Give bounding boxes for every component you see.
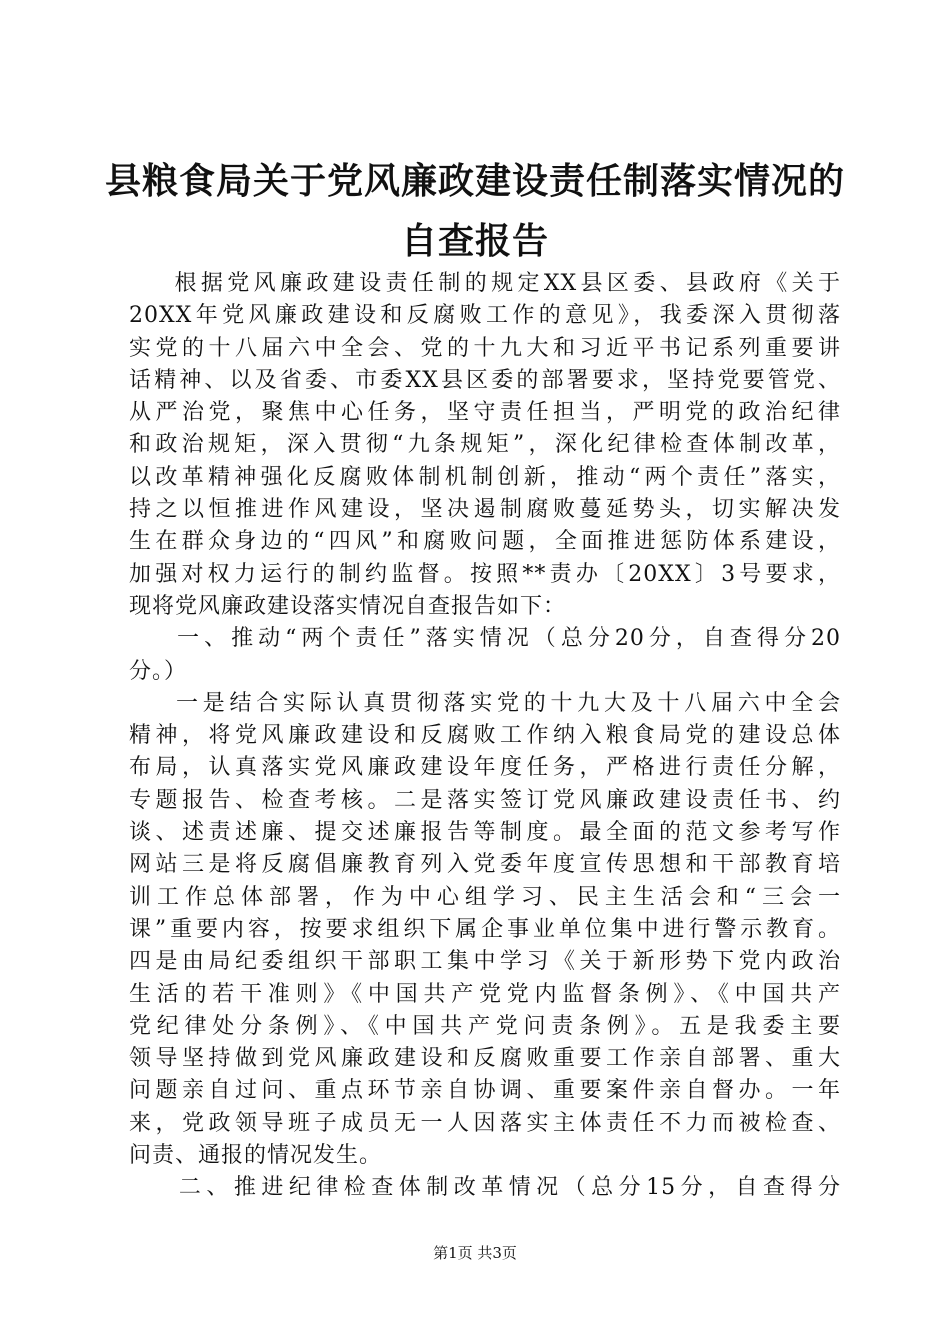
body-line: 训工作总体部署，作为中心组学习、民主生活会和“三会一 bbox=[129, 884, 841, 910]
body-line: 话精神、以及省委、市委XX县区委的部署要求，坚持党要管党、 bbox=[129, 367, 841, 393]
body-line: 分。） bbox=[129, 658, 188, 684]
body-line: 二、推进纪律检查体制改革情况（总分15分，自查得分 bbox=[129, 1175, 841, 1201]
document-body bbox=[129, 268, 841, 1205]
body-line: 精神，将党风廉政建设和反腐败工作纳入粮食局党的建设总体 bbox=[129, 723, 841, 749]
body-line: 从严治党，聚焦中心任务，坚守责任担当，严明党的政治纪律 bbox=[129, 400, 841, 426]
body-line: 网站三是将反腐倡廉教育列入党委年度宣传思想和干部教育培 bbox=[129, 852, 841, 878]
body-line: 一是结合实际认真贯彻落实党的十九大及十八届六中全会 bbox=[129, 690, 841, 716]
body-line: 四是由局纪委组织干部职工集中学习《关于新形势下党内政治 bbox=[129, 949, 841, 975]
body-line: 根据党风廉政建设责任制的规定XX县区委、县政府《关于 bbox=[129, 271, 841, 296]
body-line: 专题报告、检查考核。二是落实签订党风廉政建设责任书、约 bbox=[129, 787, 841, 813]
body-line: 生活的若干准则》《中国共产党党内监督条例》、《中国共产 bbox=[129, 981, 841, 1007]
body-line: 党纪律处分条例》、《中国共产党问责条例》。五是我委主要 bbox=[129, 1013, 841, 1039]
body-line: 来，党政领导班子成员无一人因落实主体责任不力而被检查、 bbox=[129, 1110, 841, 1136]
body-line: 以改革精神强化反腐败体制机制创新，推动“两个责任”落实， bbox=[129, 464, 841, 490]
body-line: 持之以恒推进作风建设，坚决遏制腐败蔓延势头，切实解决发 bbox=[129, 497, 841, 523]
body-line: 问题亲自过问、重点环节亲自协调、重要案件亲自督办。一年 bbox=[129, 1078, 841, 1104]
body-line: 领导坚持做到党风廉政建设和反腐败重要工作亲自部署、重大 bbox=[129, 1046, 841, 1072]
body-line: 加强对权力运行的制约监督。按照**责办〔20XX〕3号要求， bbox=[129, 561, 841, 587]
document-title-line2: 自查报告 bbox=[400, 221, 549, 262]
body-line: 20XX年党风廉政建设和反腐败工作的意见》，我委深入贯彻落 bbox=[129, 303, 841, 329]
body-line: 生在群众身边的“四风”和腐败问题，全面推进惩防体系建设， bbox=[129, 529, 841, 555]
body-line: 一、推动“两个责任”落实情况（总分20分，自查得分20 bbox=[129, 626, 841, 652]
body-line: 实党的十八届六中全会、党的十九大和习近平书记系列重要讲 bbox=[129, 335, 841, 361]
body-line: 谈、述责述廉、提交述廉报告等制度。最全面的范文参考写作 bbox=[129, 820, 841, 846]
body-line: 和政治规矩，深入贯彻“九条规矩”，深化纪律检查体制改革， bbox=[129, 432, 841, 458]
page-footer: 第1页 共3页 bbox=[433, 1244, 517, 1262]
body-line: 布局，认真落实党风廉政建设年度任务，严格进行责任分解， bbox=[129, 755, 841, 781]
body-line: 课”重要内容，按要求组织下属企事业单位集中进行警示教育。 bbox=[129, 916, 841, 942]
body-line: 问责、通报的情况发生。 bbox=[129, 1143, 383, 1169]
document-title-line1: 县粮食局关于党风廉政建设责任制落实情况的 bbox=[104, 161, 845, 202]
body-line: 现将党风廉政建设落实情况自查报告如下： bbox=[129, 593, 567, 619]
